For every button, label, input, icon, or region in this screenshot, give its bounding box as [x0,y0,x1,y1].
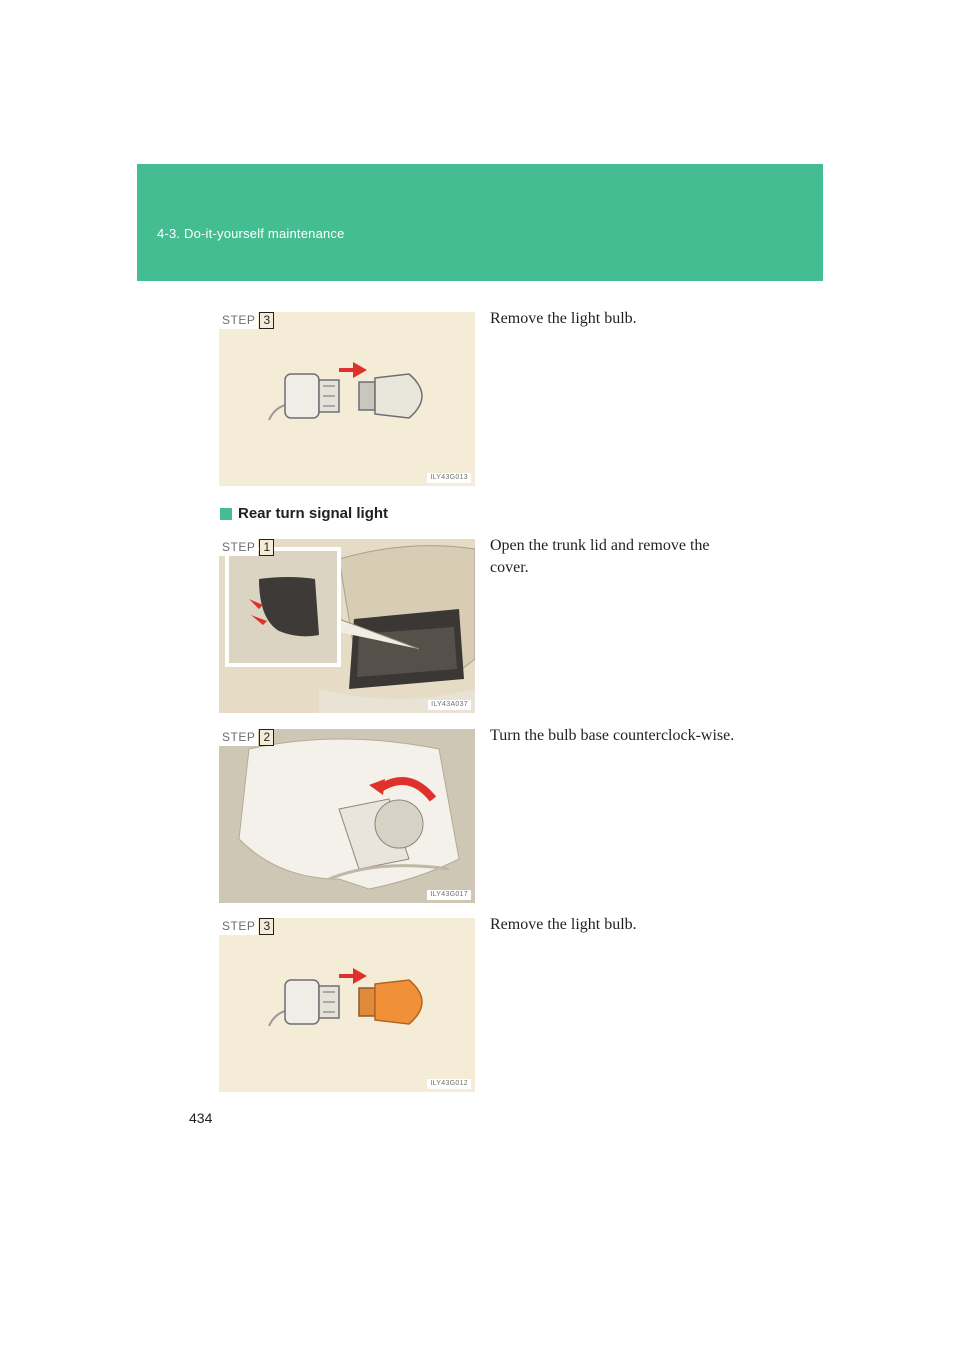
step-badge [219,918,274,935]
step-badge [219,729,274,746]
figure-turn-bulb-base [219,729,475,903]
header-band [137,164,823,281]
step-label: STEP [219,539,258,556]
figure-remove-clear-bulb [219,312,475,486]
trunk-cover-illustration [219,539,475,713]
page-number: 434 [189,1110,213,1126]
figure-code: ILY43G017 [427,890,471,900]
step-number: 1 [259,539,274,556]
figure-open-trunk-cover [219,539,475,713]
step-number: 2 [259,729,274,746]
step-label: STEP [219,918,258,935]
subsection-heading [220,505,388,522]
section-title: 4-3. Do-it-yourself maintenance [157,226,345,241]
figure-code: ILY43G013 [427,473,471,483]
square-icon [220,508,232,520]
step-badge [219,312,274,329]
clear-bulb-removal-illustration [219,312,475,486]
step-instruction: Open the trunk lid and remove the cover. [490,537,710,576]
step-number: 3 [259,918,274,935]
amber-bulb-removal-illustration [219,918,475,1092]
step-instruction: Remove the light bulb. [490,310,637,327]
step-number: 3 [259,312,274,329]
step-label: STEP [219,312,258,329]
step-instruction: Turn the bulb base counterclock-wise. [490,727,735,744]
step-badge [219,539,274,556]
subsection-title: Rear turn signal light [238,505,389,522]
figure-code: ILY43G012 [427,1079,471,1089]
figure-code: ILY43A037 [428,700,471,710]
step-label: STEP [219,729,258,746]
bulb-base-rotate-illustration [219,729,475,903]
step-instruction: Remove the light bulb. [490,916,637,933]
figure-remove-amber-bulb [219,918,475,1092]
